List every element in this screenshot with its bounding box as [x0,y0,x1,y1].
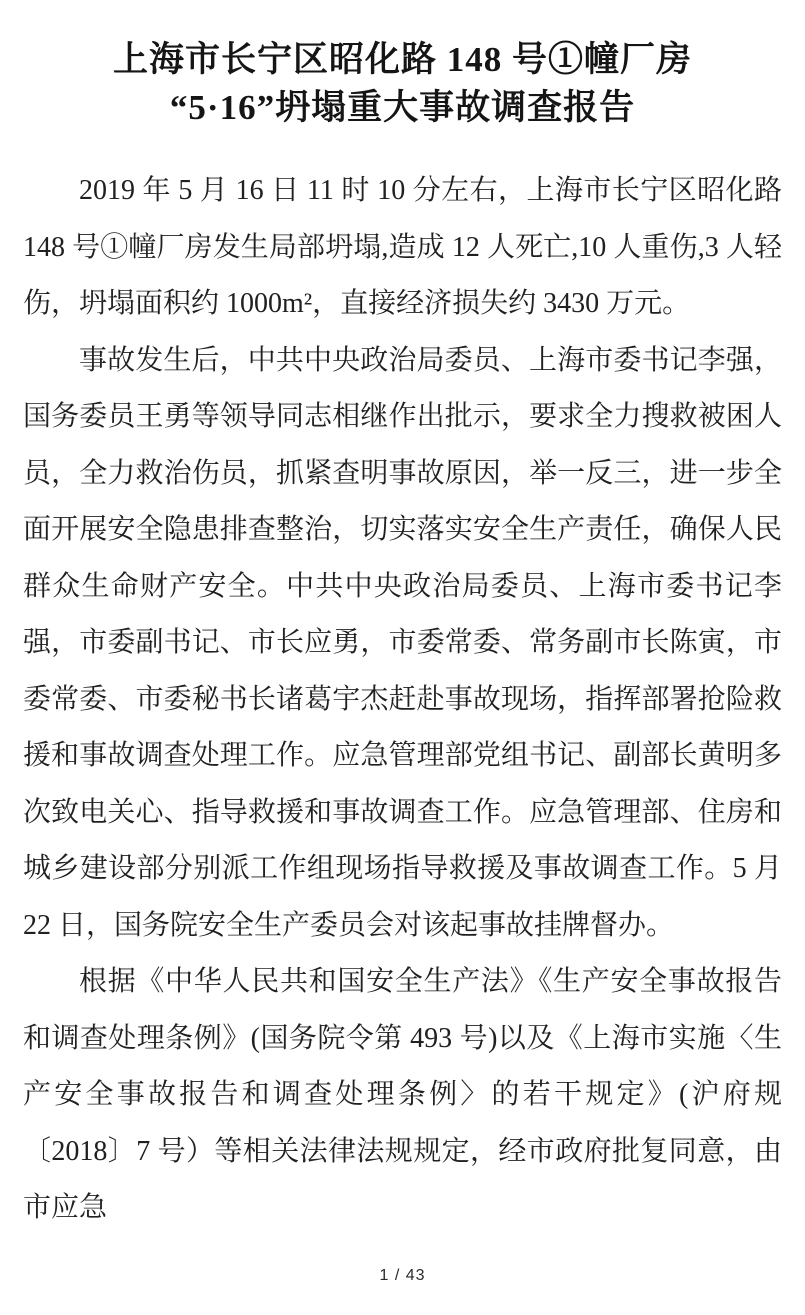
body-paragraph-3: 根据《中华人民共和国安全生产法》《生产安全事故报告和调查处理条例》(国务院令第 493 号)以及《上海市实施〈生产安全事故报告和调查处理条例〉的若干规定》(沪府规〔2018〕7 号）等相关法律法规规定，经市政府批复同意，由市应急 [23,966,782,1223]
document-body [23,163,782,1237]
document-title-line-2: “5·16”坍塌重大事故调查报告 [169,88,636,127]
body-paragraph-2: 事故发生后，中共中央政治局委员、上海市委书记李强，国务委员王勇等领导同志相继作出批示，要求全力搜救被困人员，全力救治伤员，抓紧查明事故原因，举一反三，进一步全面开展安全隐患排查整治，切实落实安全生产责任，确保人民群众生命财产安全。中共中央政治局委员、上海市委书记李强，市委副书记、市长应勇，市委常委、常务副市长陈寅，市委常委、市委秘书长诸葛宇杰赶赴事故现场，指挥部署抢险救援和事故调查处理工作。应急管理部党组书记、副部长黄明多次致电关心、指导救援和事故调查工作。应急管理部、住房和城乡建设部分别派工作组现场指导救援及事故调查工作。5 月 22 日，国务院安全生产委员会对该起事故挂牌督办。 [23,344,782,941]
page-indicator: 1 / 43 [379,1267,426,1284]
body-paragraph-1: 2019 年 5 月 16 日 11 时 10 分左右，上海市长宁区昭化路 148 号①幢厂房发生局部坍塌,造成 12 人死亡,10 人重伤,3 人轻伤，坍塌面积约 1000m²，直接经济损失约 3430 万元。 [23,175,782,319]
document-title-line-1: 上海市长宁区昭化路 148 号①幢厂房 [112,40,692,79]
